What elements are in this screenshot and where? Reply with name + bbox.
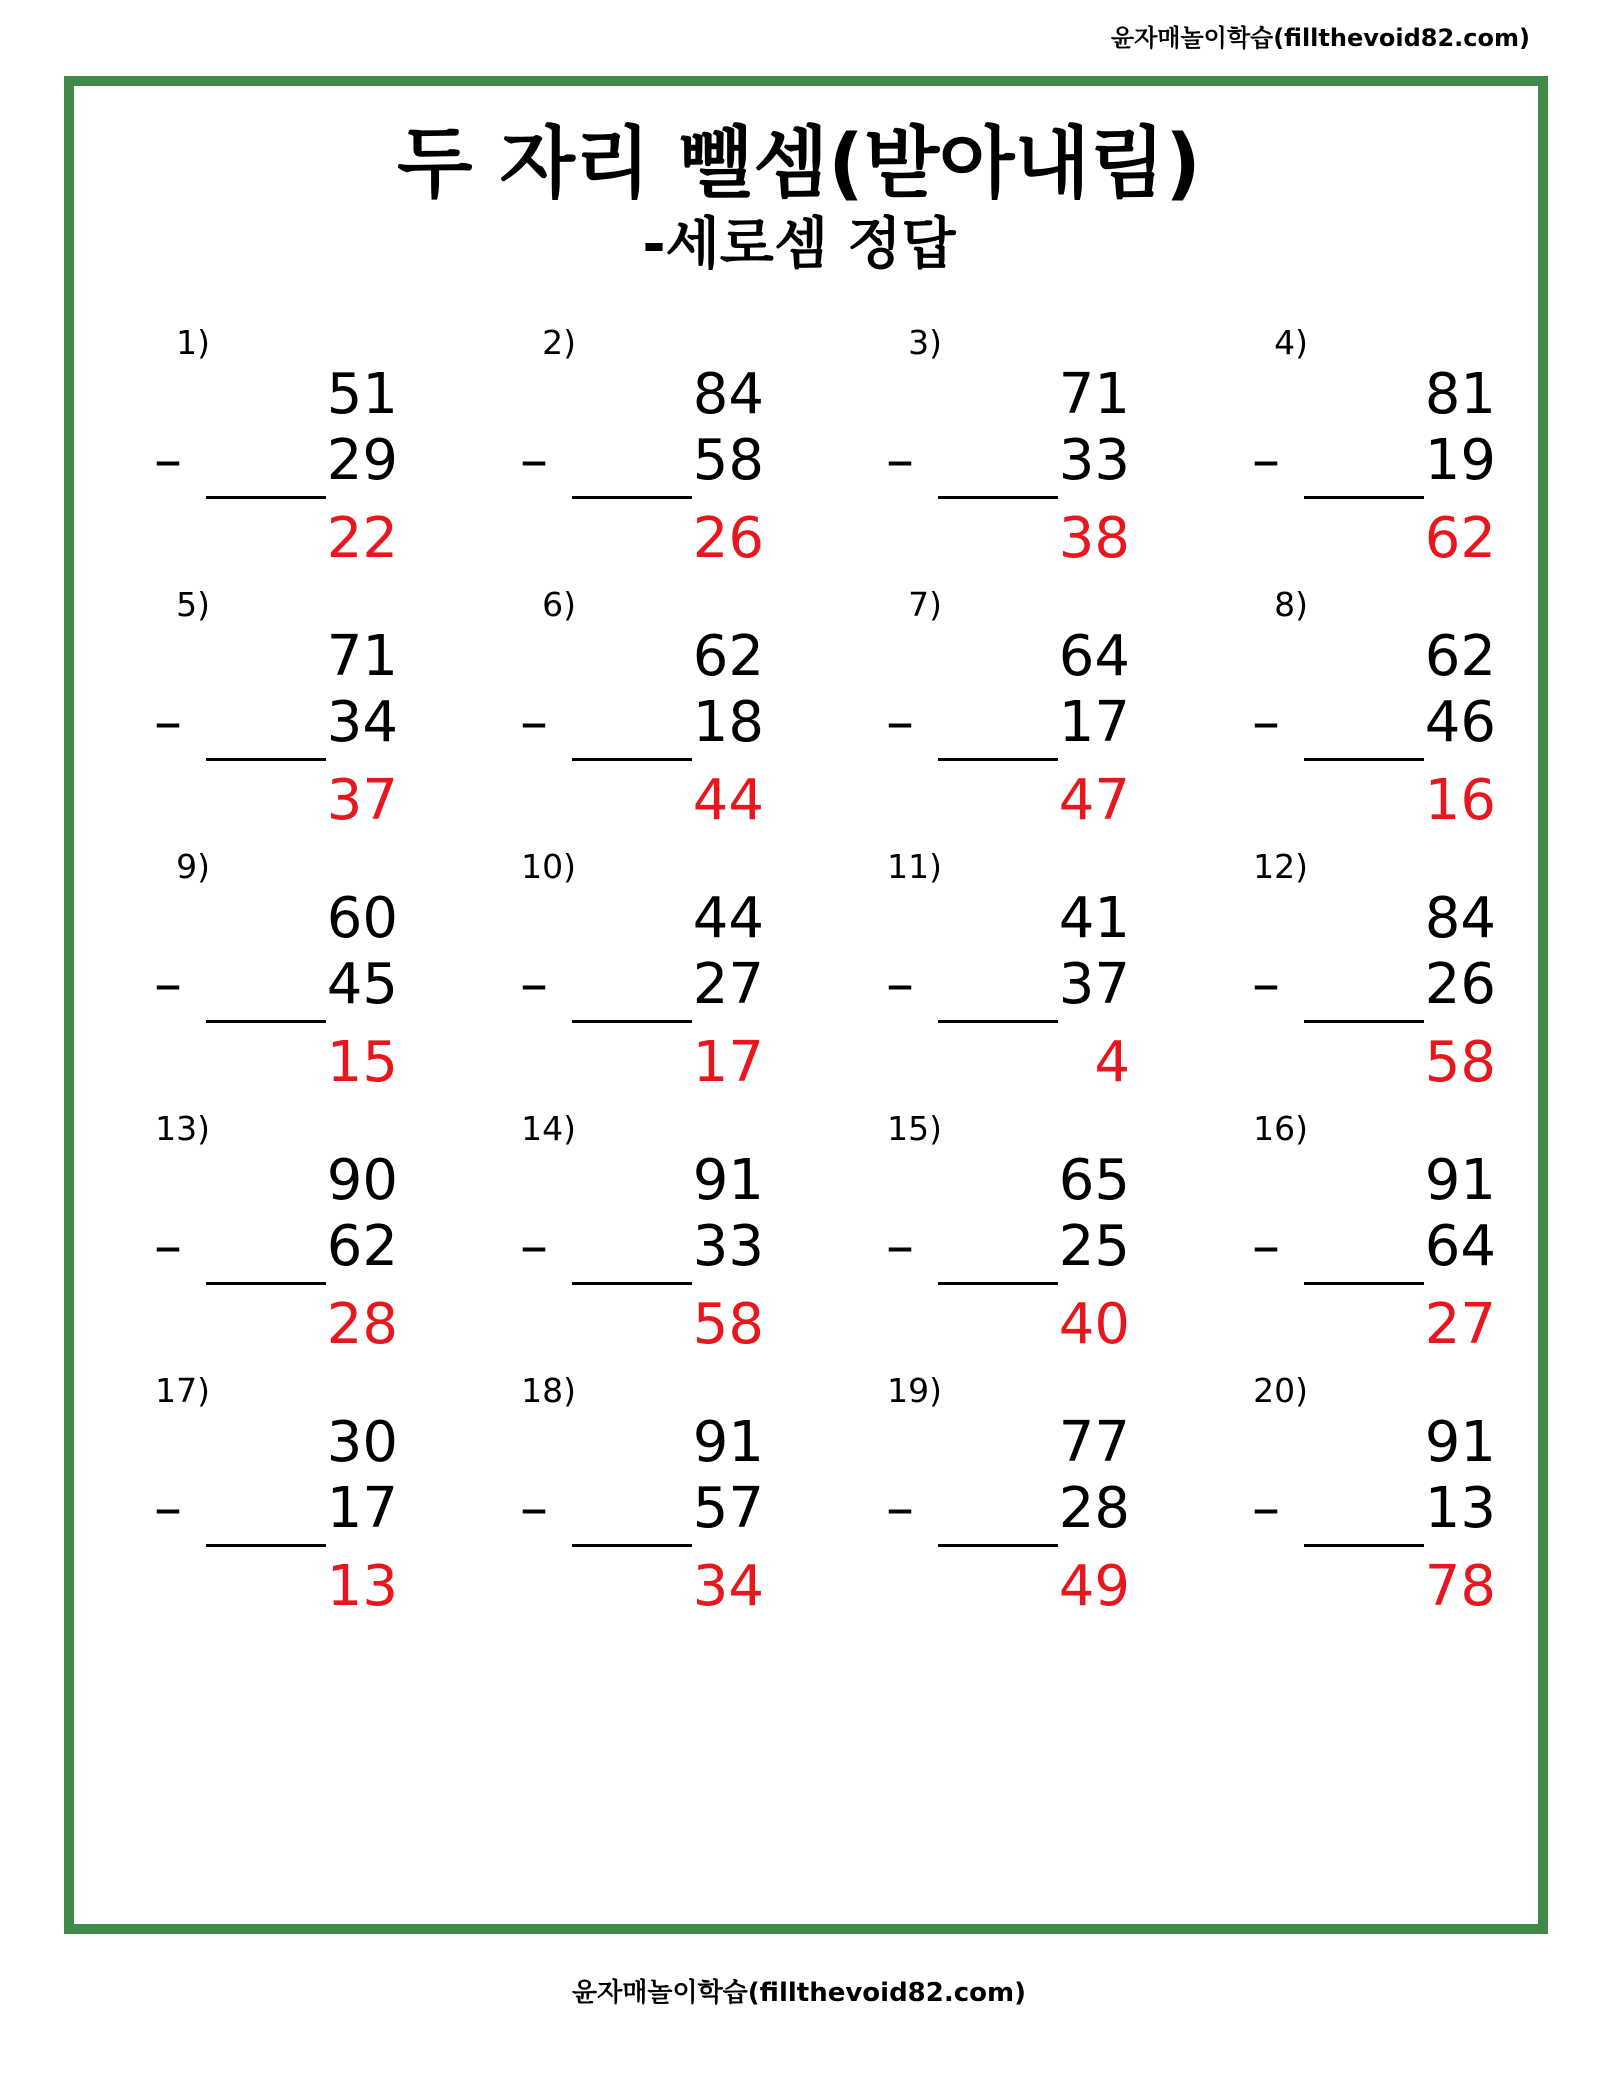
subtrahend: 34 bbox=[326, 690, 398, 755]
answer-line bbox=[1304, 1020, 1424, 1023]
minuend: 84 bbox=[1424, 886, 1496, 951]
answer-line bbox=[572, 496, 692, 499]
subtraction-problem-18 bbox=[440, 1370, 806, 1632]
subtrahend: 18 bbox=[692, 690, 764, 755]
answer-line bbox=[1304, 496, 1424, 499]
subtrahend: 62 bbox=[326, 1214, 398, 1279]
minuend: 65 bbox=[1058, 1148, 1130, 1213]
answer: 13 bbox=[326, 1554, 398, 1619]
answer-line bbox=[1304, 1544, 1424, 1547]
answer: 40 bbox=[1058, 1292, 1130, 1357]
worksheet-subtitle: -세로셈 정답 bbox=[642, 212, 956, 277]
minus-sign: – bbox=[886, 1214, 914, 1279]
subtrahend: 45 bbox=[326, 952, 398, 1017]
answer-line bbox=[938, 758, 1058, 761]
subtrahend: 27 bbox=[692, 952, 764, 1017]
answer-line bbox=[206, 1020, 326, 1023]
minuend: 51 bbox=[326, 362, 398, 427]
minuend: 44 bbox=[692, 886, 764, 951]
subtrahend: 17 bbox=[326, 1476, 398, 1541]
minuend: 91 bbox=[1424, 1148, 1496, 1213]
subtraction-problem-8 bbox=[1172, 584, 1538, 846]
answer-line bbox=[572, 1544, 692, 1547]
answer-line bbox=[938, 1282, 1058, 1285]
answer: 58 bbox=[692, 1292, 764, 1357]
answer: 16 bbox=[1424, 768, 1496, 833]
minus-sign: – bbox=[1252, 952, 1280, 1017]
subtrahend: 58 bbox=[692, 428, 764, 493]
answer-line bbox=[938, 1544, 1058, 1547]
problem-number: 6) bbox=[542, 585, 576, 624]
subtraction-problem-9 bbox=[74, 846, 440, 1108]
problem-number: 13) bbox=[155, 1109, 210, 1148]
subtraction-problem-12 bbox=[1172, 846, 1538, 1108]
answer: 44 bbox=[692, 768, 764, 833]
subtraction-problem-4 bbox=[1172, 322, 1538, 584]
answer-line bbox=[572, 1020, 692, 1023]
minuend: 90 bbox=[326, 1148, 398, 1213]
minus-sign: – bbox=[886, 952, 914, 1017]
minuend: 30 bbox=[326, 1410, 398, 1475]
subtraction-problem-3 bbox=[806, 322, 1172, 584]
minus-sign: – bbox=[1252, 1214, 1280, 1279]
problem-number: 12) bbox=[1253, 847, 1308, 886]
subtrahend: 28 bbox=[1058, 1476, 1130, 1541]
problem-number: 4) bbox=[1274, 323, 1308, 362]
answer-line bbox=[1304, 1282, 1424, 1285]
subtraction-problem-19 bbox=[806, 1370, 1172, 1632]
minus-sign: – bbox=[154, 1476, 182, 1541]
minus-sign: – bbox=[154, 1214, 182, 1279]
answer-line bbox=[206, 496, 326, 499]
subtraction-problem-15 bbox=[806, 1108, 1172, 1370]
problem-number: 10) bbox=[521, 847, 576, 886]
minus-sign: – bbox=[1252, 1476, 1280, 1541]
problem-number: 16) bbox=[1253, 1109, 1308, 1148]
minuend: 91 bbox=[1424, 1410, 1496, 1475]
subtrahend: 64 bbox=[1424, 1214, 1496, 1279]
subtraction-problem-13 bbox=[74, 1108, 440, 1370]
header-credit: 윤자매놀이학습(fillthevoid82.com) bbox=[1110, 24, 1530, 52]
subtraction-problem-16 bbox=[1172, 1108, 1538, 1370]
minus-sign: – bbox=[520, 690, 548, 755]
minuend: 91 bbox=[692, 1148, 764, 1213]
answer: 17 bbox=[692, 1030, 764, 1095]
problem-number: 5) bbox=[176, 585, 210, 624]
problem-number: 3) bbox=[908, 323, 942, 362]
minus-sign: – bbox=[520, 428, 548, 493]
subtrahend: 57 bbox=[692, 1476, 764, 1541]
subtrahend: 19 bbox=[1424, 428, 1496, 493]
minus-sign: – bbox=[520, 1214, 548, 1279]
answer: 34 bbox=[692, 1554, 764, 1619]
subtrahend: 29 bbox=[326, 428, 398, 493]
subtraction-problem-2 bbox=[440, 322, 806, 584]
minus-sign: – bbox=[886, 428, 914, 493]
problem-number: 15) bbox=[887, 1109, 942, 1148]
problem-number: 20) bbox=[1253, 1371, 1308, 1410]
minuend: 64 bbox=[1058, 624, 1130, 689]
answer: 4 bbox=[1094, 1030, 1130, 1095]
answer: 37 bbox=[326, 768, 398, 833]
answer: 62 bbox=[1424, 506, 1496, 571]
minuend: 62 bbox=[692, 624, 764, 689]
minuend: 81 bbox=[1424, 362, 1496, 427]
answer-line bbox=[206, 758, 326, 761]
minus-sign: – bbox=[154, 428, 182, 493]
subtrahend: 37 bbox=[1058, 952, 1130, 1017]
minuend: 71 bbox=[326, 624, 398, 689]
problem-number: 14) bbox=[521, 1109, 576, 1148]
minus-sign: – bbox=[1252, 428, 1280, 493]
problem-number: 8) bbox=[1274, 585, 1308, 624]
answer: 15 bbox=[326, 1030, 398, 1095]
worksheet-title: 두 자리 뺄셈(받아내림) bbox=[397, 119, 1201, 209]
minus-sign: – bbox=[154, 690, 182, 755]
problem-number: 19) bbox=[887, 1371, 942, 1410]
answer: 78 bbox=[1424, 1554, 1496, 1619]
subtraction-problem-6 bbox=[440, 584, 806, 846]
answer: 27 bbox=[1424, 1292, 1496, 1357]
problem-number: 18) bbox=[521, 1371, 576, 1410]
footer-credit: 윤자매놀이학습(fillthevoid82.com) bbox=[571, 1978, 1026, 2008]
subtrahend: 17 bbox=[1058, 690, 1130, 755]
answer: 38 bbox=[1058, 506, 1130, 571]
subtraction-problem-7 bbox=[806, 584, 1172, 846]
subtraction-problem-5 bbox=[74, 584, 440, 846]
problem-number: 7) bbox=[908, 585, 942, 624]
answer-line bbox=[1304, 758, 1424, 761]
subtrahend: 33 bbox=[1058, 428, 1130, 493]
answer: 47 bbox=[1058, 768, 1130, 833]
minus-sign: – bbox=[520, 1476, 548, 1541]
problem-number: 1) bbox=[176, 323, 210, 362]
answer-line bbox=[206, 1544, 326, 1547]
answer: 49 bbox=[1058, 1554, 1130, 1619]
subtraction-problem-20 bbox=[1172, 1370, 1538, 1632]
answer-line bbox=[572, 758, 692, 761]
subtrahend: 46 bbox=[1424, 690, 1496, 755]
answer-line bbox=[572, 1282, 692, 1285]
problem-grid bbox=[74, 322, 1538, 1632]
minuend: 62 bbox=[1424, 624, 1496, 689]
subtraction-problem-11 bbox=[806, 846, 1172, 1108]
problem-number: 2) bbox=[542, 323, 576, 362]
minus-sign: – bbox=[886, 1476, 914, 1541]
subtraction-problem-10 bbox=[440, 846, 806, 1108]
minuend: 91 bbox=[692, 1410, 764, 1475]
subtraction-problem-17 bbox=[74, 1370, 440, 1632]
answer: 26 bbox=[692, 506, 764, 571]
problem-number: 17) bbox=[155, 1371, 210, 1410]
answer-line bbox=[938, 1020, 1058, 1023]
subtraction-problem-14 bbox=[440, 1108, 806, 1370]
answer: 58 bbox=[1424, 1030, 1496, 1095]
subtrahend: 26 bbox=[1424, 952, 1496, 1017]
minuend: 71 bbox=[1058, 362, 1130, 427]
answer-line bbox=[206, 1282, 326, 1285]
minus-sign: – bbox=[520, 952, 548, 1017]
minuend: 84 bbox=[692, 362, 764, 427]
minus-sign: – bbox=[154, 952, 182, 1017]
answer: 22 bbox=[326, 506, 398, 571]
minuend: 41 bbox=[1058, 886, 1130, 951]
answer-line bbox=[938, 496, 1058, 499]
minuend: 60 bbox=[326, 886, 398, 951]
subtrahend: 13 bbox=[1424, 1476, 1496, 1541]
answer: 28 bbox=[326, 1292, 398, 1357]
subtrahend: 25 bbox=[1058, 1214, 1130, 1279]
minus-sign: – bbox=[1252, 690, 1280, 755]
problem-number: 11) bbox=[887, 847, 942, 886]
problem-number: 9) bbox=[176, 847, 210, 886]
subtrahend: 33 bbox=[692, 1214, 764, 1279]
minuend: 77 bbox=[1058, 1410, 1130, 1475]
subtraction-problem-1 bbox=[74, 322, 440, 584]
minus-sign: – bbox=[886, 690, 914, 755]
